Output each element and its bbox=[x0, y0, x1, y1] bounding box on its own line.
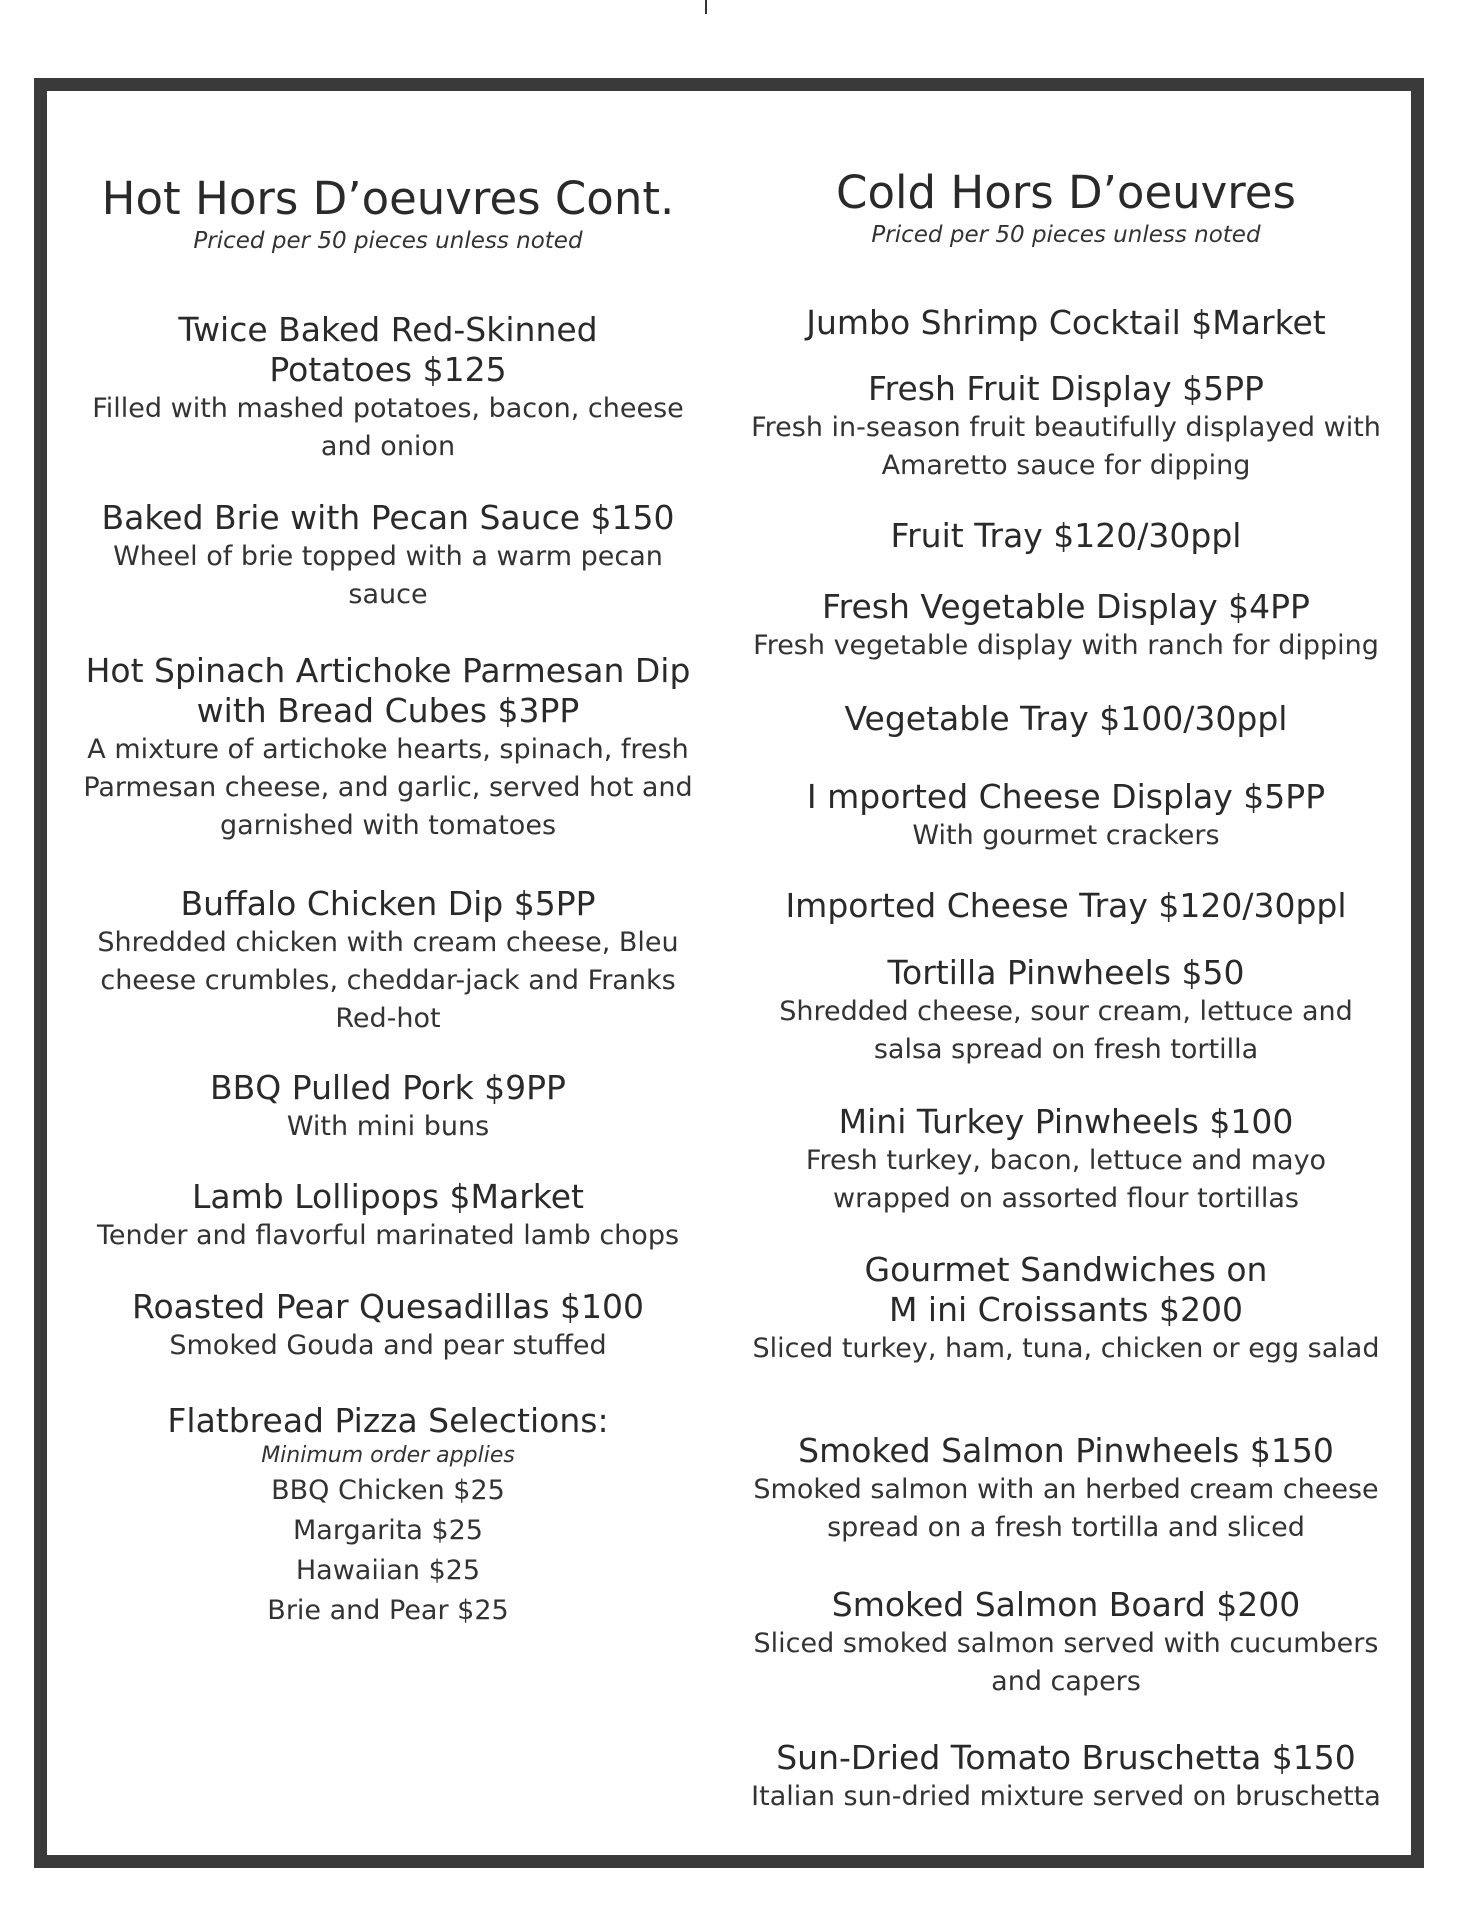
page-edge-mark bbox=[705, 0, 707, 14]
item-name: Smoked Salmon Board $200 bbox=[831, 1585, 1301, 1624]
item-description: Shredded chicken with cream cheese, Bleu cheese crumbles, cheddar-jack and Franks Red-hot bbox=[97, 927, 679, 1034]
item-name: Lamb Lollipops $Market bbox=[192, 1177, 584, 1216]
item-description: Smoked salmon with an herbed cream cheese spread on a fresh tortilla and sliced bbox=[753, 1474, 1379, 1543]
item-name: Jumbo Shrimp Cocktail $Market bbox=[806, 303, 1326, 342]
item-name: Roasted Pear Quesadillas $100 bbox=[132, 1287, 644, 1326]
menu-item bbox=[73, 884, 703, 1038]
menu-item bbox=[73, 498, 703, 614]
menu-frame bbox=[34, 78, 1424, 1868]
item-name: Vegetable Tray $100/30ppl bbox=[844, 699, 1288, 738]
item-description: Tender and flavorful marinated lamb chops bbox=[96, 1220, 680, 1251]
item-name: I mported Cheese Display $5PP bbox=[806, 777, 1326, 816]
item-name: Baked Brie with Pecan Sauce $150 bbox=[101, 498, 675, 537]
item-description: Shredded cheese, sour cream, lettuce and salsa spread on fresh tortilla bbox=[779, 996, 1353, 1065]
menu-item bbox=[73, 1401, 703, 1631]
menu-item bbox=[73, 1068, 703, 1146]
menu-item bbox=[741, 369, 1391, 485]
section-title: Cold Hors D’oeuvres bbox=[836, 166, 1296, 219]
menu-item bbox=[741, 1585, 1391, 1701]
flatbread-option: BBQ Chicken $25 bbox=[271, 1475, 505, 1506]
item-name: Fresh Vegetable Display $4PP bbox=[822, 587, 1310, 626]
flatbread-option: Hawaiian $25 bbox=[295, 1555, 481, 1586]
menu-item bbox=[73, 651, 703, 845]
item-name: Tortilla Pinwheels $50 bbox=[887, 953, 1245, 992]
item-name: Hot Spinach Artichoke Parmesan Dip with Bread Cubes $3PP bbox=[85, 651, 691, 730]
item-name: Buffalo Chicken Dip $5PP bbox=[180, 884, 596, 923]
item-description: Fresh vegetable display with ranch for dipping bbox=[753, 630, 1379, 661]
section-subtitle: Priced per 50 pieces unless noted bbox=[871, 222, 1261, 248]
menu-item bbox=[741, 303, 1391, 343]
item-name: Fruit Tray $120/30ppl bbox=[890, 516, 1242, 555]
flatbread-option: Brie and Pear $25 bbox=[267, 1595, 509, 1626]
section-subtitle: Priced per 50 pieces unless noted bbox=[193, 228, 583, 254]
item-name: Twice Baked Red-Skinned Potatoes $125 bbox=[178, 310, 598, 389]
item-description: Fresh in-season fruit beautifully displayed with Amaretto sauce for dipping bbox=[751, 412, 1381, 481]
item-description: With gourmet crackers bbox=[912, 820, 1220, 851]
item-description: Italian sun-dried mixture served on bruschetta bbox=[751, 1781, 1381, 1812]
item-name: Gourmet Sandwiches on M ini Croissants $200 bbox=[864, 1250, 1268, 1329]
item-description: With mini buns bbox=[286, 1111, 490, 1142]
item-note: Minimum order applies bbox=[261, 1443, 515, 1468]
menu-item bbox=[741, 886, 1391, 926]
item-name: Fresh Fruit Display $5PP bbox=[868, 369, 1264, 408]
menu-item bbox=[741, 953, 1391, 1069]
item-name: Flatbread Pizza Selections: bbox=[167, 1401, 609, 1440]
item-name: Mini Turkey Pinwheels $100 bbox=[838, 1102, 1294, 1141]
item-description: Wheel of brie topped with a warm pecan sauce bbox=[113, 541, 663, 610]
flatbread-option: Margarita $25 bbox=[292, 1515, 483, 1546]
item-description: Filled with mashed potatoes, bacon, cheese and onion bbox=[92, 393, 684, 462]
menu-item bbox=[73, 1287, 703, 1365]
item-name: Sun-Dried Tomato Bruschetta $150 bbox=[776, 1738, 1356, 1777]
menu-item bbox=[73, 1177, 703, 1255]
item-name: BBQ Pulled Pork $9PP bbox=[210, 1068, 566, 1107]
item-name: Smoked Salmon Pinwheels $150 bbox=[798, 1431, 1334, 1470]
menu-item bbox=[741, 587, 1391, 665]
item-description: A mixture of artichoke hearts, spinach, fresh Parmesan cheese, and garlic, served hot and garnished with tomatoes bbox=[83, 734, 693, 841]
item-description: Fresh turkey, bacon, lettuce and mayo wrapped on assorted flour tortillas bbox=[805, 1145, 1327, 1214]
item-description: Sliced turkey, ham, tuna, chicken or egg salad bbox=[752, 1333, 1380, 1364]
item-description: Sliced smoked salmon served with cucumbers and capers bbox=[753, 1628, 1379, 1697]
menu-item bbox=[741, 1431, 1391, 1547]
item-name: Imported Cheese Tray $120/30ppl bbox=[785, 886, 1347, 925]
menu-item bbox=[73, 310, 703, 466]
menu-item bbox=[741, 516, 1391, 556]
menu-item bbox=[741, 1738, 1391, 1816]
menu-item bbox=[741, 699, 1391, 739]
menu-item bbox=[741, 1102, 1391, 1218]
menu-item bbox=[741, 777, 1391, 855]
section-title: Hot Hors D’oeuvres Cont. bbox=[101, 172, 675, 225]
item-description: Smoked Gouda and pear stuffed bbox=[169, 1330, 607, 1361]
menu-item bbox=[741, 1250, 1391, 1368]
